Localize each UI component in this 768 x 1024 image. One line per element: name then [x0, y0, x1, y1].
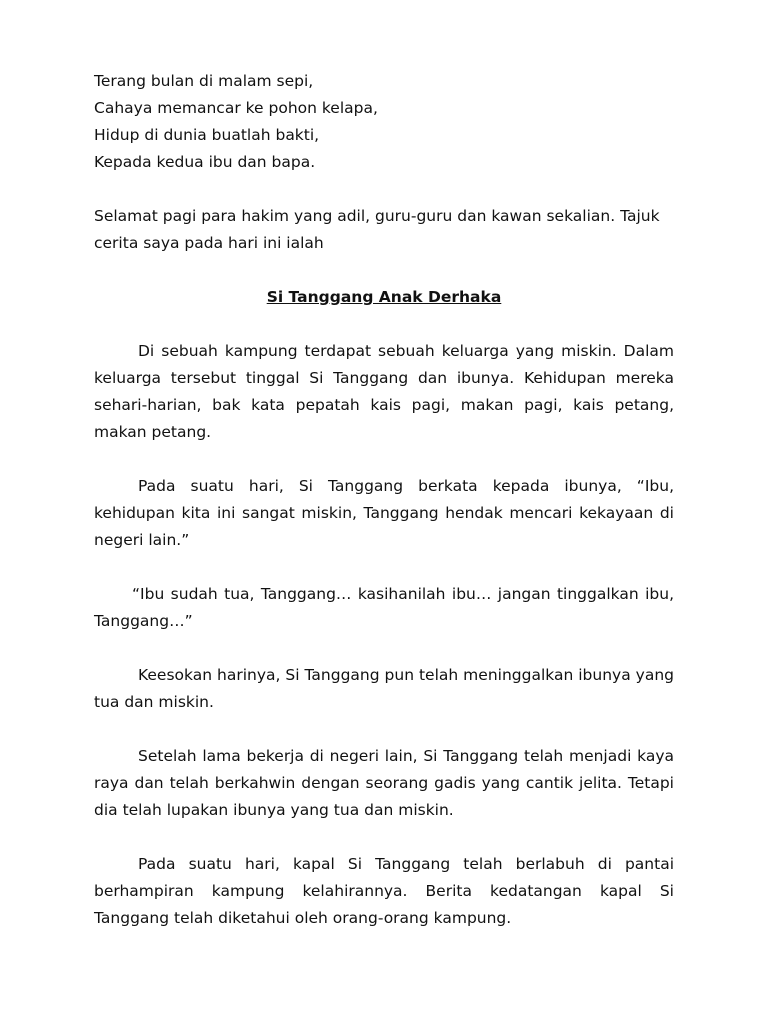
document-page — [94, 68, 674, 932]
story-paragraph: Pada suatu hari, kapal Si Tanggang telah berlabuh di pantai berhampiran kampung kelahirannya. Berita kedatangan kapal Si Tanggang telah diketahui oleh orang-orang kampung. — [94, 855, 674, 927]
poem-line: Hidup di dunia buatlah bakti, — [94, 126, 320, 144]
greeting-paragraph: Selamat pagi para hakim yang adil, guru-guru dan kawan sekalian. Tajuk cerita saya pada hari ini ialah — [94, 207, 660, 252]
opening-poem — [94, 68, 674, 176]
poem-line: Cahaya memancar ke pohon kelapa, — [94, 99, 378, 117]
story-title: Si Tanggang Anak Derhaka — [266, 288, 502, 306]
dialogue-paragraph: “Ibu sudah tua, Tanggang… kasihanilah ibu… jangan tinggalkan ibu, Tanggang…” — [94, 585, 674, 630]
story-paragraph: Pada suatu hari, Si Tanggang berkata kepada ibunya, “Ibu, kehidupan kita ini sangat miskin, Tanggang hendak mencari kekayaan di negeri lain.” — [94, 477, 674, 549]
poem-line: Terang bulan di malam sepi, — [94, 72, 314, 90]
story-paragraph: Di sebuah kampung terdapat sebuah keluarga yang miskin. Dalam keluarga tersebut tinggal Si Tanggang dan ibunya. Kehidupan mereka sehari-harian, bak kata pepatah kais pagi, makan pagi, kais petang, makan petang. — [94, 342, 674, 441]
poem-line: Kepada kedua ibu dan bapa. — [94, 153, 316, 171]
story-paragraph: Setelah lama bekerja di negeri lain, Si Tanggang telah menjadi kaya raya dan telah berkahwin dengan seorang gadis yang cantik jelita. Tetapi dia telah lupakan ibunya yang tua dan miskin. — [94, 747, 674, 819]
story-paragraph: Keesokan harinya, Si Tanggang pun telah meninggalkan ibunya yang tua dan miskin. — [94, 666, 674, 711]
